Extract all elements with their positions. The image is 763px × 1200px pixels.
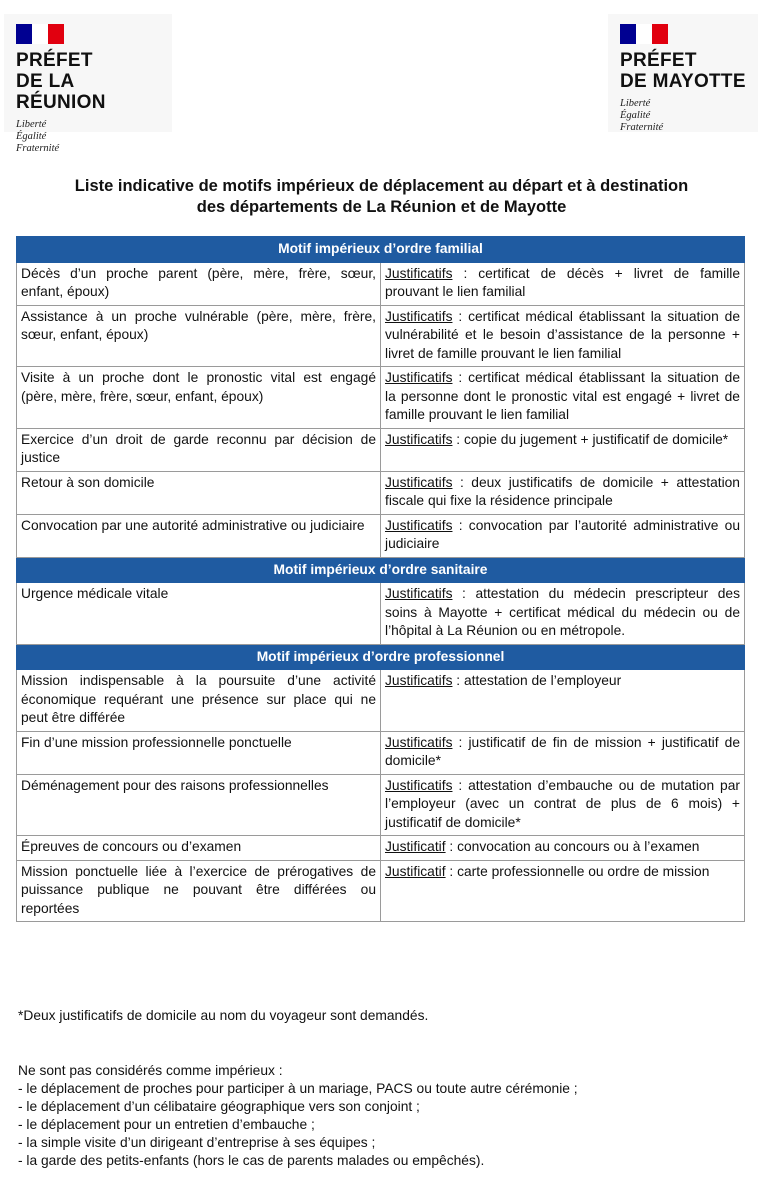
justificatif-cell bbox=[381, 471, 745, 514]
justificatif-text: : certificat médical établissant la situation de la personne dont le pronostic vital est engagé + livret de famille prouvant le lien familial bbox=[385, 370, 740, 422]
justificatif-text: : convocation au concours ou à l’examen bbox=[445, 839, 700, 854]
justificatif-label: Justificatifs bbox=[385, 431, 453, 447]
document-title-line: des départements de La Réunion et de Mayotte bbox=[196, 198, 567, 216]
list-item: - la simple visite d’un dirigeant d’entreprise à ses équipes ; bbox=[18, 1135, 376, 1150]
justificatif-cell bbox=[381, 428, 745, 471]
document-title-line: Liste indicative de motifs impérieux de déplacement au départ et à destination bbox=[74, 177, 689, 195]
logo-title-line: DE LA RÉUNION bbox=[16, 71, 106, 113]
logo-prefet-mayotte bbox=[608, 14, 758, 132]
section-header-professionnel bbox=[17, 644, 745, 670]
motto-line: Égalité bbox=[16, 131, 47, 142]
logo-motto bbox=[620, 98, 750, 134]
motif-cell: Exercice d’un droit de garde reconnu par décision de justice bbox=[17, 428, 381, 471]
justificatif-text: : attestation d’embauche ou de mutation par l’employeur (avec un contrat de plus de 6 mois) + justificatif de domicile* bbox=[385, 777, 740, 830]
justificatif-label: Justificatif bbox=[385, 839, 446, 854]
justificatif-cell bbox=[381, 836, 745, 861]
logo-motto bbox=[16, 119, 164, 155]
table-row bbox=[17, 471, 745, 514]
list-item: - le déplacement pour un entretien d’embauche ; bbox=[18, 1117, 315, 1132]
justificatif-label: Justificatifs bbox=[385, 673, 453, 688]
justificatif-text: : justificatif de fin de mission + justificatif de domicile* bbox=[385, 734, 740, 768]
motif-cell: Assistance à un proche vulnérable (père, mère, frère, sœur, enfant, époux) bbox=[17, 305, 381, 367]
justificatif-label: Justificatifs bbox=[385, 586, 453, 601]
justificatif-text: : copie du jugement + justificatif de domicile* bbox=[452, 431, 729, 447]
list-item: - le déplacement de proches pour participer à un mariage, PACS ou toute autre cérémonie ; bbox=[18, 1081, 578, 1096]
motto-line: Égalité bbox=[620, 110, 651, 121]
justificatif-label: Justificatifs bbox=[385, 517, 453, 533]
table-row bbox=[17, 774, 745, 836]
section-heading: Motif impérieux d’ordre familial bbox=[17, 237, 745, 263]
table-row bbox=[17, 262, 745, 305]
justificatif-cell bbox=[381, 731, 745, 774]
justificatif-cell bbox=[381, 514, 745, 557]
motif-cell: Retour à son domicile bbox=[17, 471, 381, 514]
justificatif-text: : deux justificatifs de domicile + attestation fiscale qui fixe la résidence principale bbox=[385, 474, 740, 508]
document-title bbox=[0, 176, 763, 218]
list-item: - le déplacement d’un célibataire géographique vers son conjoint ; bbox=[18, 1099, 420, 1114]
justificatif-label: Justificatifs bbox=[385, 265, 453, 281]
section-heading: Motif impérieux d’ordre professionnel bbox=[17, 644, 745, 670]
list-item: - la garde des petits-enfants (hors le cas de parents malades ou empêchés). bbox=[18, 1153, 485, 1168]
justificatif-text: : carte professionnelle ou ordre de mission bbox=[445, 863, 710, 879]
justificatif-cell bbox=[381, 262, 745, 305]
table-row bbox=[17, 836, 745, 861]
justificatif-label: Justificatifs bbox=[385, 777, 453, 793]
motif-cell: Visite à un proche dont le pronostic vital est engagé (père, mère, frère, sœur, enfant, époux) bbox=[17, 367, 381, 429]
justificatif-label: Justificatifs bbox=[385, 308, 453, 324]
logo-title-line: DE MAYOTTE bbox=[620, 71, 746, 92]
justificatif-text: : attestation de l’employeur bbox=[452, 673, 622, 688]
motif-cell: Mission indispensable à la poursuite d’une activité économique requérant une présence sur place qui ne peut être différée bbox=[17, 670, 381, 732]
logo-title bbox=[620, 50, 750, 92]
logo-title-line: PRÉFET bbox=[620, 50, 697, 71]
table-row bbox=[17, 731, 745, 774]
motif-cell: Décès d’un proche parent (père, mère, frère, sœur, enfant, époux) bbox=[17, 262, 381, 305]
motto-line: Fraternité bbox=[16, 143, 60, 154]
justificatif-cell bbox=[381, 860, 745, 922]
table-row bbox=[17, 670, 745, 732]
table-row bbox=[17, 514, 745, 557]
table-row bbox=[17, 428, 745, 471]
motto-line: Liberté bbox=[620, 98, 651, 109]
section-header-familial bbox=[17, 237, 745, 263]
footnote: *Deux justificatifs de domicile au nom du voyageur sont demandés. bbox=[18, 1008, 429, 1023]
marianne-flag-icon bbox=[16, 24, 64, 44]
justificatif-text: : certificat médical établissant la situation de vulnérabilité et le besoin d’assistance de la personne + livret de famille prouvant le lien familial bbox=[385, 308, 740, 361]
table-row bbox=[17, 583, 745, 645]
not-imperious-heading: Ne sont pas considérés comme impérieux : bbox=[18, 1063, 283, 1078]
section-heading: Motif impérieux d’ordre sanitaire bbox=[17, 557, 745, 583]
justificatif-cell bbox=[381, 305, 745, 367]
justificatif-text: : convocation par l’autorité administrative ou judiciaire bbox=[385, 517, 740, 551]
table-row bbox=[17, 367, 745, 429]
justificatif-label: Justificatifs bbox=[385, 370, 453, 385]
not-imperious-list bbox=[18, 1062, 748, 1170]
table-row bbox=[17, 305, 745, 367]
justificatif-text: : attestation du médecin prescripteur des soins à Mayotte + certificat médical du médecin ou de l’hôpital à La Réunion ou en métropole. bbox=[385, 586, 740, 638]
logo-title-line: PRÉFET bbox=[16, 50, 93, 71]
justificatif-label: Justificatifs bbox=[385, 474, 453, 490]
motif-cell: Déménagement pour des raisons professionnelles bbox=[17, 774, 381, 836]
justificatif-cell bbox=[381, 583, 745, 645]
logo-prefet-reunion bbox=[4, 14, 172, 154]
justificatif-text: : certificat de décès + livret de famille prouvant le lien familial bbox=[385, 265, 740, 299]
motif-cell: Épreuves de concours ou d’examen bbox=[17, 836, 381, 861]
marianne-flag-icon bbox=[620, 24, 668, 44]
justificatif-cell bbox=[381, 774, 745, 836]
motif-cell: Mission ponctuelle liée à l’exercice de prérogatives de puissance publique ne pouvant être différées ou reportées bbox=[17, 860, 381, 922]
logo-title bbox=[16, 50, 164, 113]
motifs-table bbox=[16, 236, 745, 922]
motif-cell: Convocation par une autorité administrative ou judiciaire bbox=[17, 514, 381, 557]
table-row bbox=[17, 860, 745, 922]
motto-line: Fraternité bbox=[620, 122, 664, 133]
section-header-sanitaire bbox=[17, 557, 745, 583]
motto-line: Liberté bbox=[16, 119, 47, 130]
justificatif-label: Justificatif bbox=[385, 863, 446, 879]
motif-cell: Fin d’une mission professionnelle ponctuelle bbox=[17, 731, 381, 774]
justificatif-cell bbox=[381, 367, 745, 429]
justificatif-cell bbox=[381, 670, 745, 732]
motif-cell: Urgence médicale vitale bbox=[17, 583, 381, 645]
justificatif-label: Justificatifs bbox=[385, 734, 453, 750]
